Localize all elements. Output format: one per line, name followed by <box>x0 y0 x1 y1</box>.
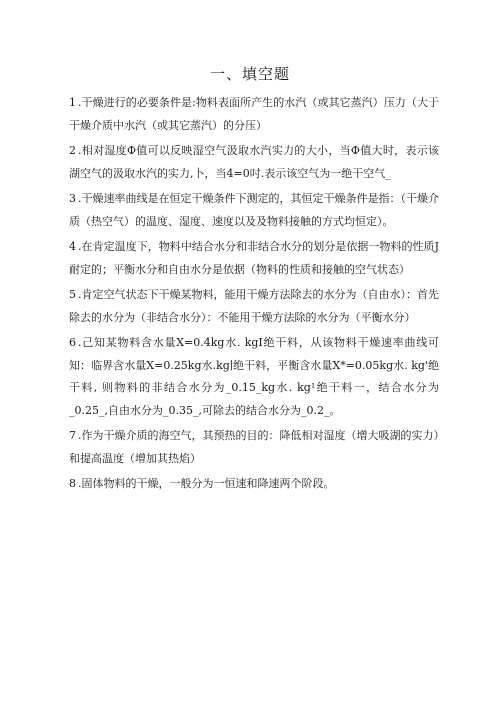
question-item-1 <box>69 92 439 137</box>
question-item-5 <box>69 284 439 329</box>
question-number: 7 <box>69 429 76 442</box>
question-number: 4 <box>69 240 76 253</box>
question-number: 6 <box>69 336 76 349</box>
question-number: 3 <box>69 192 76 205</box>
question-item-7 <box>69 425 439 470</box>
question-item-6 <box>69 332 439 422</box>
question-text: .肯定空气状态下干燥某物料，能用干燥方法除去的水分为（自由水）：首先除去的水分为（非结合水分）：不能用干燥方法除的水分为（平衡水分） <box>69 288 439 324</box>
question-item-8 <box>69 473 439 496</box>
question-item-2 <box>69 140 439 185</box>
question-item-3 <box>69 188 439 233</box>
question-text: .在肯定温度下，物料中结合水分和非结合水分的划分是依据一物料的性质J耐定的；平衡水分和自由水分是依据（物料的性质和接触的空气状态） <box>69 240 439 276</box>
question-list <box>69 92 439 499</box>
question-number: 8 <box>69 477 76 490</box>
question-text: .作为干燥介质的海空气，其预热的目的：降低相对湿度（增大吸湖的实力）和提高温度（增加其热焰） <box>69 429 439 465</box>
section-title: 一、填空题 <box>209 65 290 83</box>
question-text: .固体物料的干燥，一般分为一恒速和降速两个阶段。 <box>78 477 335 490</box>
question-number: 5 <box>69 288 76 301</box>
question-text: .干燥进行的必要条件是:物料表面所产生的水汽（或其它蒸汽）压力（大于干燥介质中水汽（或其它蒸汽）的分压） <box>69 96 439 132</box>
question-item-4 <box>69 236 439 281</box>
question-number: 1 <box>69 96 76 109</box>
question-number: 2 <box>69 144 76 157</box>
question-text: .相对湿度Φ值可以反映湿空气汲取水汽实力的大小，当Φ值大时，表示该湖空气的汲取水汽的实力,卜，当4=0吋.表示该空气为一绝干空气_ <box>69 144 439 180</box>
question-text: .己知某物料含水量X=0.4kg水. kgI绝干料，从该物料干燥速率曲线可知：临界含水量X=0.25kg水.kg∣绝干料，平衡含水量X*=0.05kg水. kg'绝干料, 则物料的非结合水分为_0.15_kg水. kg¹绝干料一，结合水分为_0.25_,自由水分为_0.35_,可除去的结合水分为_0.2_。 <box>69 336 439 417</box>
question-text: .干燥速率曲线是在恒定干燥条件下测定的，其恒定干燥条件是指：（干燥介质（热空气）的温度、湿度、速度以及及物料接触的方式均恒定）。 <box>69 192 439 228</box>
